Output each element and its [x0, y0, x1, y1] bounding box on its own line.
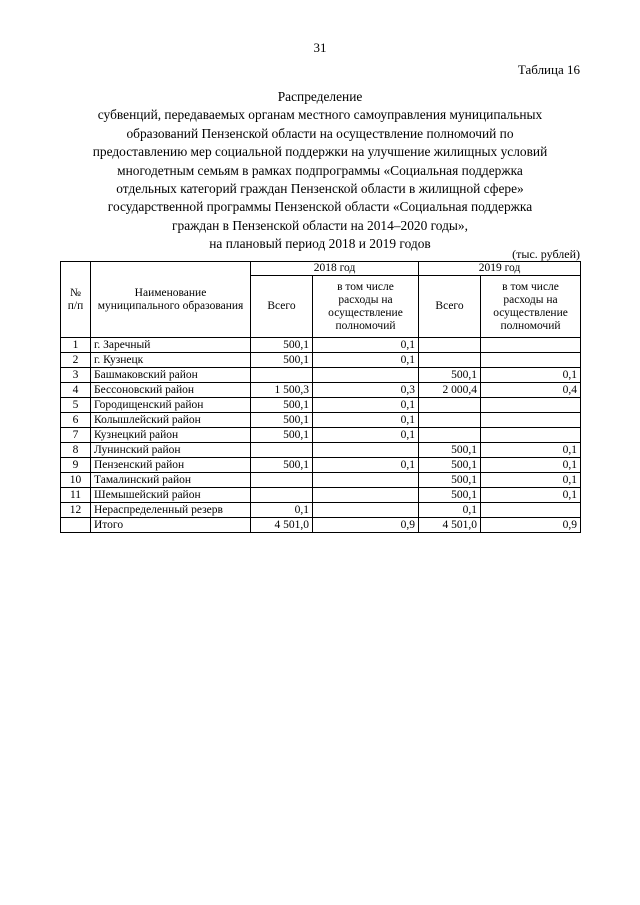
cell-incl-2019	[481, 398, 581, 413]
table-row	[61, 368, 581, 383]
cell-total-2019: 0,1	[419, 503, 481, 518]
table-label: Таблица 16	[517, 62, 580, 77]
cell-incl-2019	[481, 353, 581, 368]
table-row	[61, 458, 581, 473]
cell-incl-2019	[481, 503, 581, 518]
cell-name: г. Заречный	[91, 338, 251, 353]
cell-total-2019: 500,1	[419, 368, 481, 383]
cell-total-2018: 0,1	[251, 503, 313, 518]
cell-num: 5	[61, 398, 91, 413]
table-row	[61, 338, 581, 353]
header-incl-2018: в том числе расходы на осуществление полномочий	[313, 276, 419, 338]
cell-num: 11	[61, 488, 91, 503]
cell-total-2018	[251, 443, 313, 458]
title-line: граждан в Пензенской области на 2014–2020 годы»,	[172, 217, 468, 233]
cell-total-2018	[251, 488, 313, 503]
cell-total-2019: 500,1	[419, 488, 481, 503]
table-row	[61, 383, 581, 398]
cell-num: 8	[61, 443, 91, 458]
table-row	[61, 353, 581, 368]
cell-num: 6	[61, 413, 91, 428]
cell-incl-2018	[313, 368, 419, 383]
cell-incl-2019: 0,1	[481, 368, 581, 383]
cell-name: Тамалинский район	[91, 473, 251, 488]
cell-name: Итого	[91, 518, 251, 533]
cell-total-2019: 500,1	[419, 473, 481, 488]
cell-name: г. Кузнецк	[91, 353, 251, 368]
cell-incl-2019	[481, 413, 581, 428]
table-row	[61, 473, 581, 488]
cell-num: 7	[61, 428, 91, 443]
header-total-2019: Всего	[419, 276, 481, 338]
cell-incl-2019: 0,1	[481, 458, 581, 473]
cell-incl-2019: 0,1	[481, 488, 581, 503]
title-line: государственной программы Пензенской области «Социальная поддержка	[107, 199, 533, 215]
cell-total-2019	[419, 398, 481, 413]
cell-total-2018: 500,1	[251, 353, 313, 368]
cell-name: Городищенский район	[91, 398, 251, 413]
cell-incl-2018: 0,9	[313, 518, 419, 533]
cell-incl-2018: 0,3	[313, 383, 419, 398]
cell-incl-2019: 0,1	[481, 473, 581, 488]
cell-num: 1	[61, 338, 91, 353]
cell-total-2019	[419, 413, 481, 428]
cell-incl-2018	[313, 473, 419, 488]
cell-total-2019	[419, 353, 481, 368]
page-number: 31	[313, 40, 327, 55]
cell-name: Пензенский район	[91, 458, 251, 473]
cell-total-2018	[251, 368, 313, 383]
title-line: субвенций, передаваемых органам местного самоуправления муниципальных	[97, 107, 543, 123]
cell-total-2018: 1 500,3	[251, 383, 313, 398]
cell-total-2019: 2 000,4	[419, 383, 481, 398]
cell-incl-2019: 0,4	[481, 383, 581, 398]
cell-name: Лунинский район	[91, 443, 251, 458]
distribution-table	[60, 261, 581, 533]
header-year-2018: 2018 год	[251, 262, 419, 276]
cell-total-2019: 500,1	[419, 458, 481, 473]
table-row	[61, 443, 581, 458]
cell-total-2018: 500,1	[251, 398, 313, 413]
header-name: Наименование муниципального образования	[91, 262, 251, 338]
cell-total-2018: 500,1	[251, 338, 313, 353]
cell-name: Шемышейский район	[91, 488, 251, 503]
cell-total-2018	[251, 473, 313, 488]
cell-num: 3	[61, 368, 91, 383]
title-line: образований Пензенской области на осуществление полномочий по	[126, 125, 514, 141]
cell-name: Башмаковский район	[91, 368, 251, 383]
header-total-2018: Всего	[251, 276, 313, 338]
document-title	[40, 88, 600, 254]
cell-total-2019: 4 501,0	[419, 518, 481, 533]
cell-name: Бессоновский район	[91, 383, 251, 398]
cell-incl-2018: 0,1	[313, 428, 419, 443]
header-year-2019: 2019 год	[419, 262, 581, 276]
cell-incl-2018: 0,1	[313, 353, 419, 368]
table-row	[61, 413, 581, 428]
cell-num: 10	[61, 473, 91, 488]
cell-incl-2018	[313, 488, 419, 503]
title-line: предоставлению мер социальной поддержки на улучшение жилищных условий	[92, 144, 548, 160]
cell-incl-2018	[313, 503, 419, 518]
cell-incl-2018: 0,1	[313, 458, 419, 473]
cell-incl-2019	[481, 338, 581, 353]
header-incl-2019: в том числе расходы на осуществление полномочий	[481, 276, 581, 338]
cell-total-2019	[419, 428, 481, 443]
title-line: на плановый период 2018 и 2019 годов	[209, 236, 431, 252]
title-line: отдельных категорий граждан Пензенской области в жилищной сфере»	[116, 181, 524, 197]
cell-name: Кузнецкий район	[91, 428, 251, 443]
cell-incl-2019: 0,9	[481, 518, 581, 533]
cell-name: Нераспределенный резерв	[91, 503, 251, 518]
cell-num: 4	[61, 383, 91, 398]
cell-incl-2018: 0,1	[313, 413, 419, 428]
cell-num: 12	[61, 503, 91, 518]
cell-incl-2018: 0,1	[313, 398, 419, 413]
table-row	[61, 398, 581, 413]
table-total-row	[61, 518, 581, 533]
title-line: Распределение	[277, 89, 363, 104]
table-row	[61, 503, 581, 518]
cell-incl-2019	[481, 428, 581, 443]
cell-incl-2019: 0,1	[481, 443, 581, 458]
header-num: № п/п	[61, 262, 91, 338]
table-row	[61, 428, 581, 443]
units-note: (тыс. рублей)	[512, 247, 580, 261]
cell-total-2018: 500,1	[251, 413, 313, 428]
title-line: многодетным семьям в рамках подпрограммы «Социальная поддержка	[117, 162, 523, 178]
cell-total-2018: 4 501,0	[251, 518, 313, 533]
cell-incl-2018: 0,1	[313, 338, 419, 353]
cell-num: 9	[61, 458, 91, 473]
cell-total-2018: 500,1	[251, 428, 313, 443]
cell-total-2018: 500,1	[251, 458, 313, 473]
table-row	[61, 488, 581, 503]
cell-total-2019: 500,1	[419, 443, 481, 458]
cell-num	[61, 518, 91, 533]
cell-total-2019	[419, 338, 481, 353]
cell-num: 2	[61, 353, 91, 368]
cell-incl-2018	[313, 443, 419, 458]
cell-name: Колышлейский район	[91, 413, 251, 428]
